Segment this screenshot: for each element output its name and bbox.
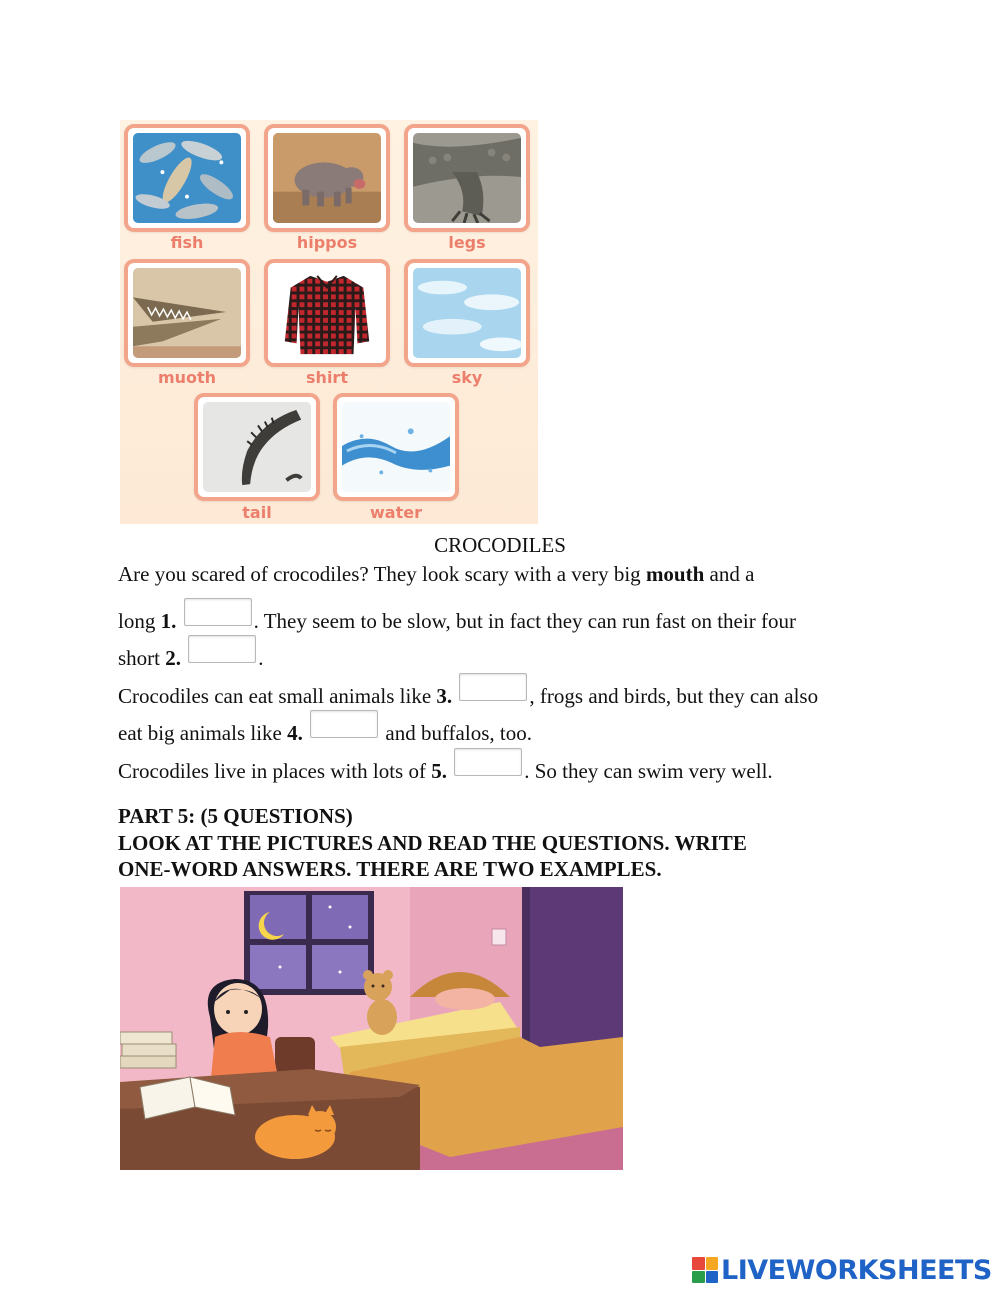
logo-text: LIVEWORKSHEETS <box>721 1254 992 1286</box>
sky-card <box>404 259 530 367</box>
passage-text: Crocodiles can eat small animals like <box>118 684 437 708</box>
answer-box-5[interactable] <box>454 748 522 776</box>
passage-line-6 <box>118 748 773 783</box>
crocodile-tail-photo-icon <box>203 402 311 492</box>
crocodile-mouth-photo-icon <box>133 268 241 358</box>
passage-text: eat big animals like <box>118 721 288 745</box>
passage-text: . <box>258 646 264 670</box>
logo-square-red <box>692 1257 705 1270</box>
liveworksheets-mark-icon <box>692 1257 718 1283</box>
question-number-2: 2. <box>165 646 181 670</box>
crocodile-leg-photo-icon <box>413 133 521 223</box>
sky-photo-icon <box>413 268 521 358</box>
answer-box-4[interactable] <box>310 710 378 738</box>
question-number-5: 5. <box>431 759 447 783</box>
passage-text: , frogs and birds, but they can also <box>529 684 819 708</box>
tail-card <box>194 393 320 501</box>
word-sky: sky <box>451 368 483 387</box>
part5-instruction-line-1: LOOK AT THE PICTURES AND READ THE QUESTIONS. WRITE <box>118 831 747 855</box>
passage-text: and buffalos, too. <box>380 721 532 745</box>
answer-box-1[interactable] <box>184 598 252 626</box>
word-tail: tail <box>242 503 272 522</box>
mouth-card <box>124 259 250 367</box>
passage-text: short <box>118 646 166 670</box>
passage-line-2 <box>118 598 796 633</box>
question-number-1: 1. <box>160 609 177 633</box>
liveworksheets-logo <box>692 1254 992 1286</box>
part5-heading: PART 5: (5 QUESTIONS) <box>118 804 353 828</box>
word-water: water <box>370 503 422 522</box>
fish-photo-icon <box>133 133 241 223</box>
passage-text: Crocodiles live in places with lots of <box>118 759 432 783</box>
question-number-3: 3. <box>436 684 453 708</box>
water-card <box>333 393 459 501</box>
word-hippos: hippos <box>296 233 358 252</box>
answer-box-3[interactable] <box>459 673 527 701</box>
passage-text: long <box>118 609 161 633</box>
word-fish: fish <box>170 233 204 252</box>
passage-text: Are you scared of crocodiles? They look scary with a very big <box>118 562 646 586</box>
passage-title: CROCODILES <box>434 533 566 557</box>
example-word-mouth: mouth <box>645 562 705 586</box>
passage-line-1 <box>118 562 754 586</box>
legs-card <box>404 124 530 232</box>
shirt-card <box>264 259 390 367</box>
word-bank-panel <box>120 120 538 524</box>
logo-square-green <box>692 1271 705 1284</box>
passage-text: and a <box>704 562 755 586</box>
passage-line-3 <box>118 635 264 670</box>
hippos-card <box>264 124 390 232</box>
word-shirt: shirt <box>306 368 348 387</box>
question-number-4: 4. <box>287 721 303 745</box>
passage-text: . So they can swim very well. <box>524 759 773 783</box>
passage-line-5 <box>118 710 532 745</box>
logo-square-orange <box>706 1257 719 1270</box>
plaid-shirt-photo-icon <box>273 268 381 358</box>
answer-box-2[interactable] <box>188 635 256 663</box>
fish-card <box>124 124 250 232</box>
hippo-photo-icon <box>273 133 381 223</box>
part5-instruction-line-2: ONE-WORD ANSWERS. THERE ARE TWO EXAMPLES. <box>118 857 662 881</box>
passage-line-4 <box>118 673 818 708</box>
logo-square-blue <box>706 1271 719 1284</box>
word-legs: legs <box>448 233 486 252</box>
passage-text: . They seem to be slow, but in fact they can run fast on their four <box>253 609 796 633</box>
water-splash-photo-icon <box>342 402 450 492</box>
girl-reading-bedroom-illustration-icon <box>120 887 623 1170</box>
word-muoth: muoth <box>157 368 217 387</box>
